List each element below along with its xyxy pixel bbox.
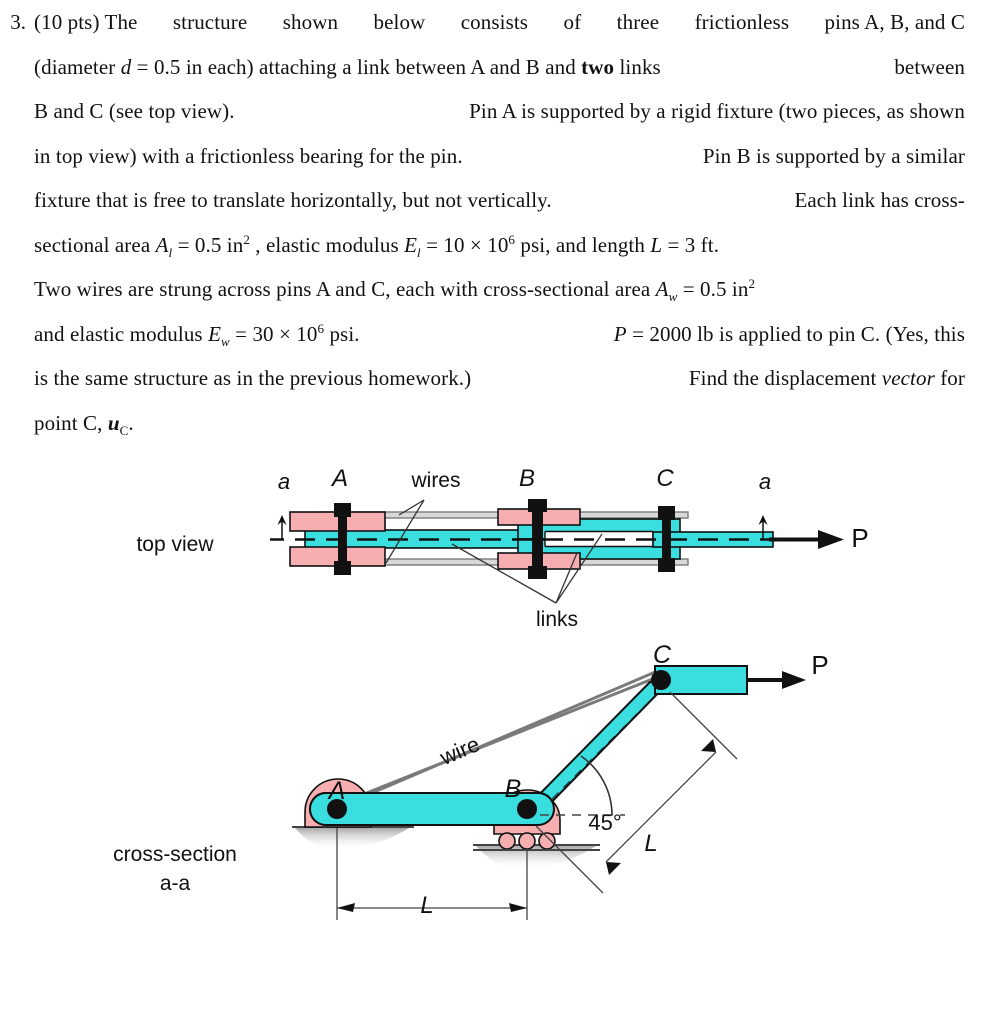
problem-line-4: in top view) with a frictionless bearing for the pin. Pin B is supported by a similar: [34, 143, 965, 168]
top-view-caption: top view: [136, 533, 214, 556]
pin-label-b-cross-section: B: [504, 775, 522, 803]
ground-support-b: [473, 845, 600, 870]
pin-label-c-top-view: C: [656, 465, 674, 492]
cross-section-caption-line2: a-a: [159, 872, 191, 895]
problem-line-2: (diameter d = 0.5 in each) attaching a link between A and B and two links between: [34, 54, 965, 79]
section-marker-left: [278, 515, 287, 539]
top-view-diagram: [0, 455, 989, 655]
pin-label-b-top-view: B: [518, 465, 535, 492]
problem-line-10: point C, $u_C$.: [34, 410, 134, 438]
cross-section-caption-line1: cross-section: [113, 843, 237, 866]
force-label-top-view: P: [851, 523, 869, 553]
problem-body: [34, 0, 989, 445]
force-label-cross-section: P: [811, 650, 829, 680]
problem-line-9: is the same structure as in the previous homework.) Find the displacement vector for: [34, 366, 965, 390]
problem-line-1: (10 pts) The structure shown below consists of three frictionless pins A, B, and C: [34, 10, 965, 34]
pin-label-c-cross-section: C: [652, 641, 672, 669]
ground-support-a: [292, 827, 414, 851]
pin-label-a-top-view: A: [331, 465, 348, 492]
pin-c-cross-section: [651, 670, 671, 690]
section-label-a-right: a: [758, 469, 772, 494]
figure-area: [0, 455, 989, 1024]
force-arrow-cross-section: [747, 671, 806, 689]
problem-line-7: Two wires are strung across pins A and C, each with cross-sectional area $A_w = 0.5$ $in^2$: [34, 276, 756, 305]
length-label-inclined: L: [644, 830, 658, 857]
problem-line-8: and elastic modulus $E_w = 30 \times 10^6$ psi. P = 2000 lb is applied to pin C. (Yes, this: [34, 320, 965, 349]
section-label-a-left: a: [277, 469, 291, 494]
links-label: links: [535, 608, 578, 631]
force-arrow-top-view: [769, 530, 844, 549]
angle-label-45: 45°: [588, 810, 622, 835]
dimension-l-inclined: [536, 692, 737, 893]
problem-line-6: sectional area $A_l = 0.5$ $in^2$ , elastic modulus $E_l = 10 \times 10^6$ psi, and length L = 3 ft.: [34, 231, 720, 260]
problem-line-3: B and C (see top view). Pin A is supported by a rigid fixture (two pieces, as shown: [34, 99, 965, 123]
length-label-horizontal: L: [420, 892, 434, 919]
cross-section-diagram: [0, 660, 989, 1020]
wires-label: wires: [411, 469, 461, 492]
problem-number: 3.: [10, 10, 26, 34]
problem-line-5: fixture that is free to translate horizontally, but not vertically. Each link has cross-: [34, 188, 965, 212]
problem-statement: [0, 0, 989, 445]
wire-label-cross-section: wire: [436, 731, 484, 770]
pin-label-a-cross-section: A: [328, 777, 346, 805]
